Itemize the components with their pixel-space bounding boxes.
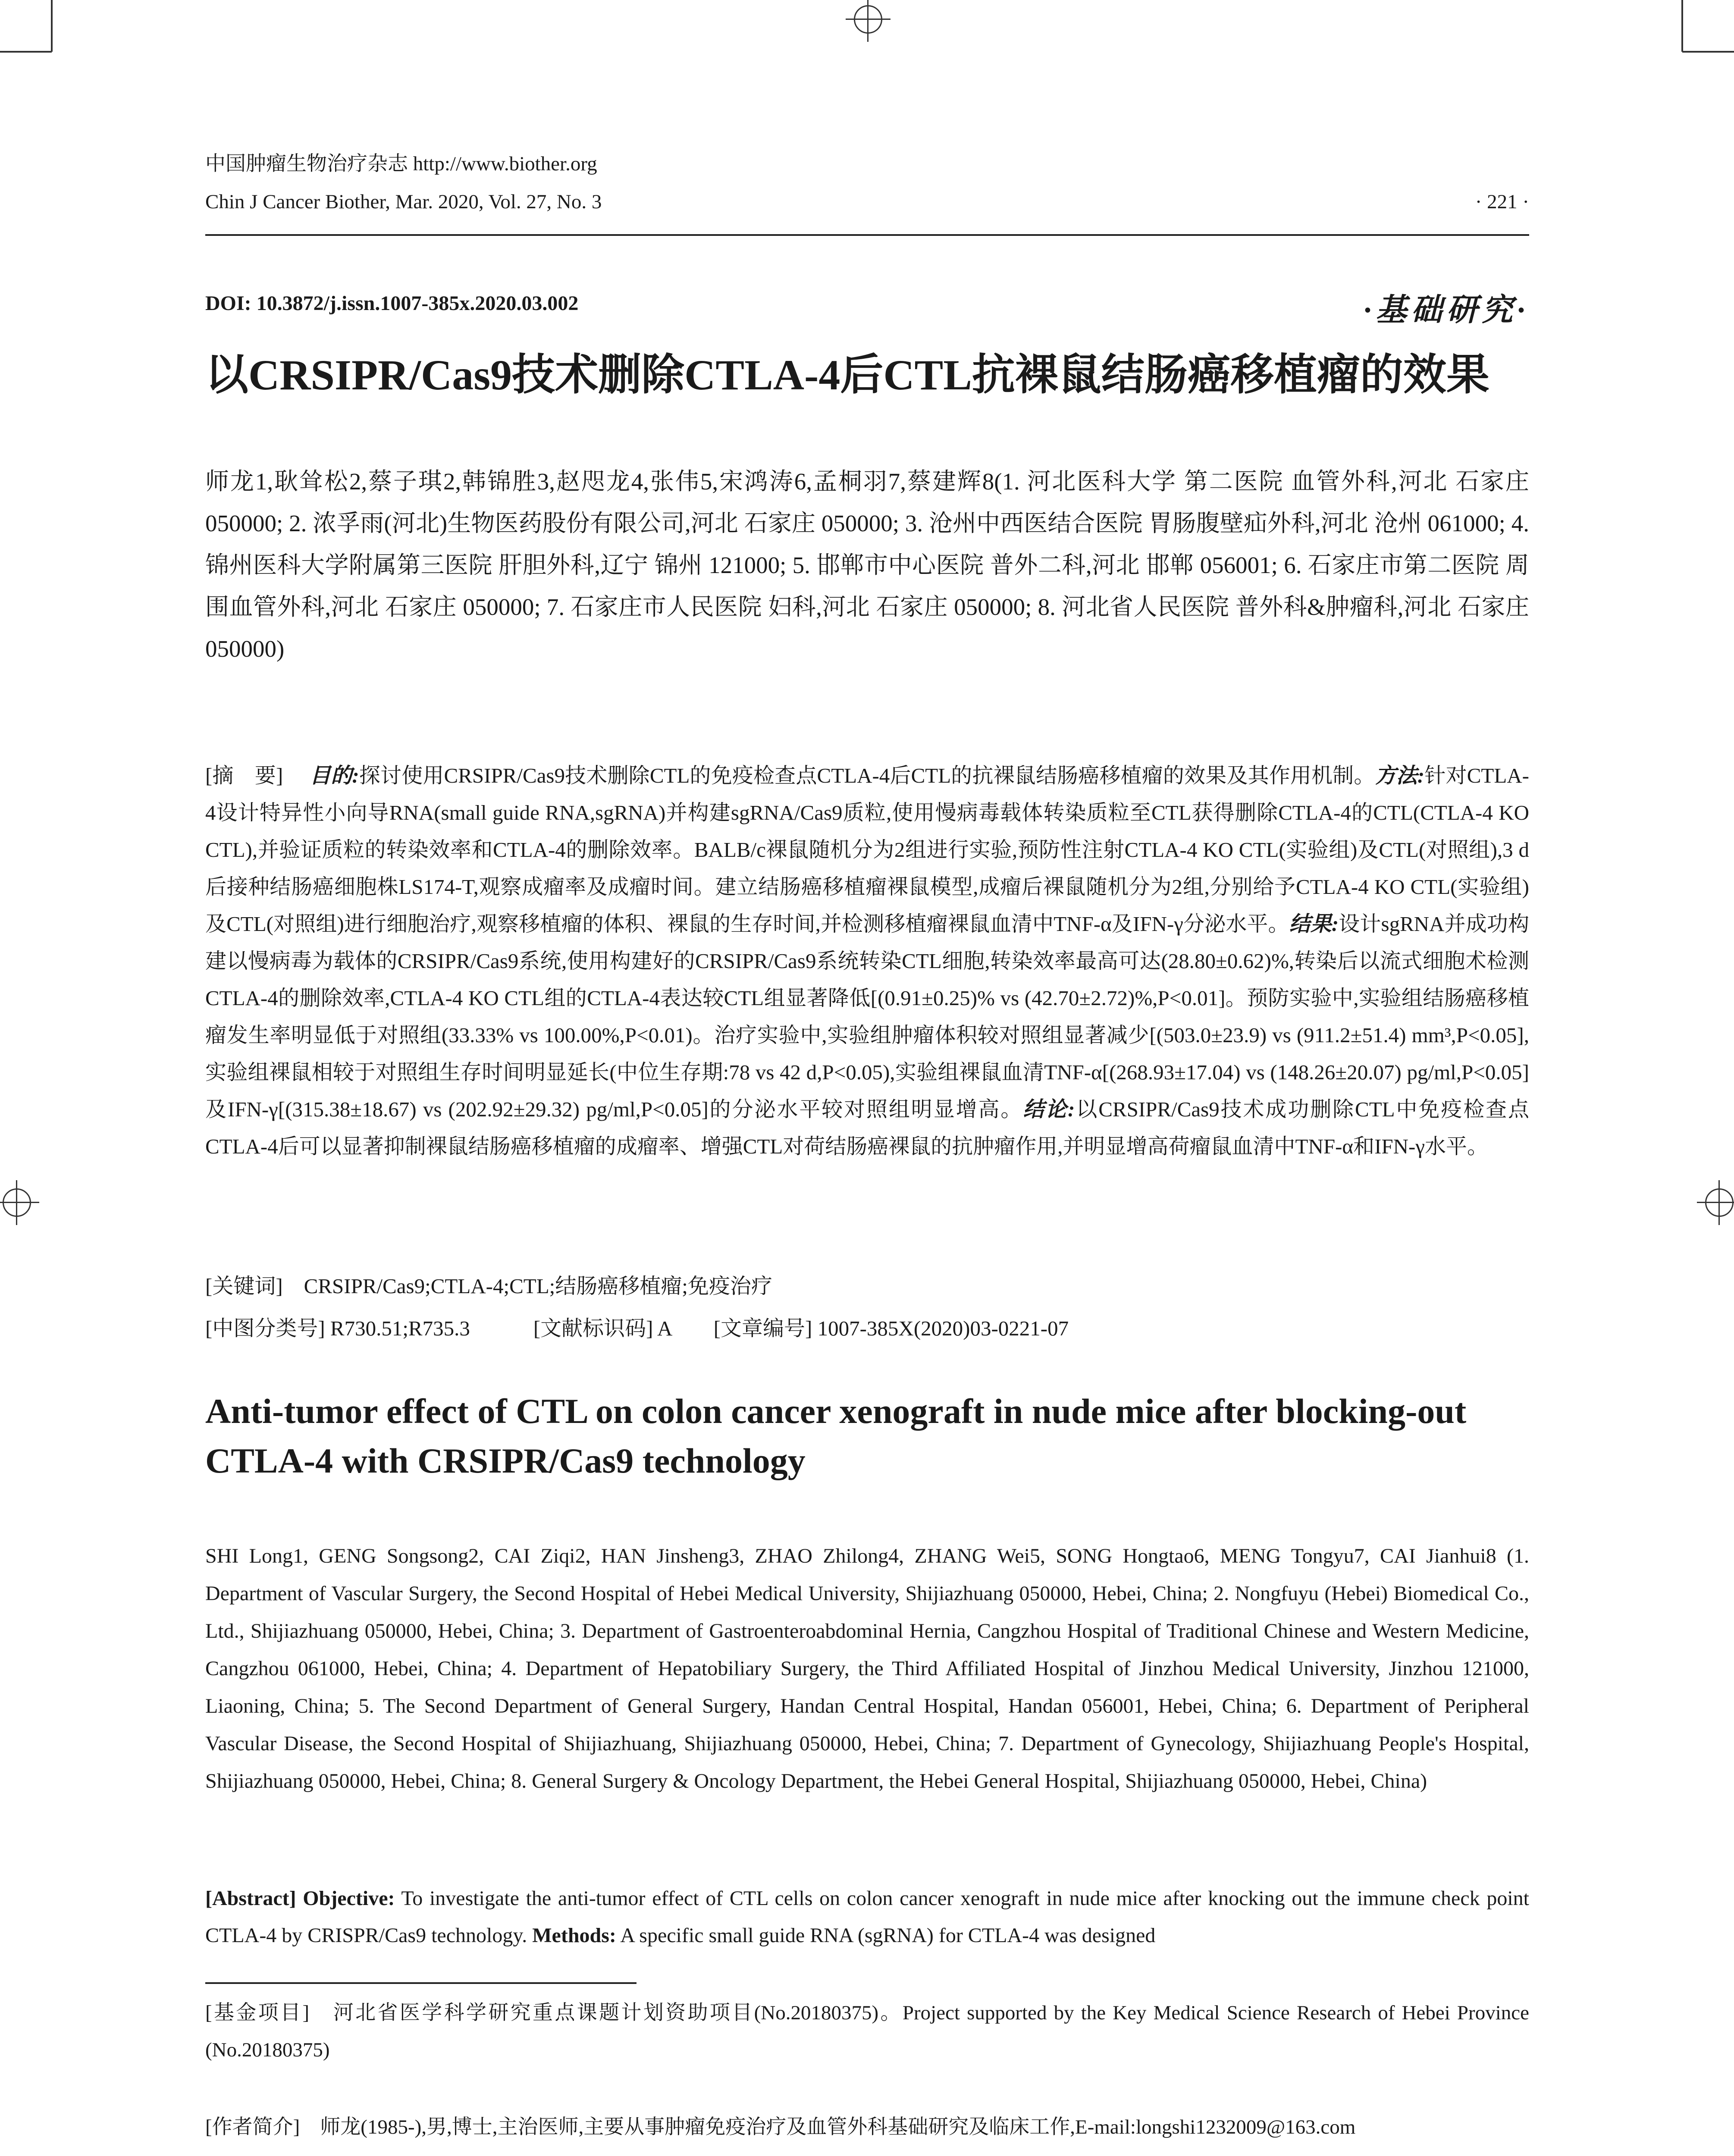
keywords: [关键词] CRSIPR/Cas9;CTLA-4;CTL;结肠癌移植瘤;免疫治疗 [205,1274,772,1298]
footnote-author-bio: [作者简介] 师龙(1985-),男,博士,主治医师,主要从事肿瘤免疫治疗及血管外科基础研究及临床工作,E-mail:longshi1232009@163.com [205,2116,1356,2138]
registration-mark [854,5,882,34]
footnote-funding: [基金项目] 河北省医学科学研究重点课题计划资助项目(No.20180375)。Project supported by the Key Medical Science Research of Hebei Province (No.20180375) [205,2002,1529,2061]
results-text: 设计sgRNA并成功构建以慢病毒为载体的CRSIPR/Cas9系统,使用构建好的CRSIPR/Cas9系统转染CTL细胞,转染效率最高可达(28.80±0.62)%,转染后以流式细胞术检测CTLA-4的删除效率,CTLA-4 KO CTL组的CTLA-4表达较CTL组显著降低[(0.91±0.25)% vs (42.70±2.72)%,P<0.01]。预防实验中,实验组结肠癌移植瘤发生率明显低于对照组(33.33% vs 100.00%,P<0.01)。治疗实验中,实验组肿瘤体积较对照组显著减少[(503.0±23.9) vs (911.2±51.4) mm³,P<0.05],实验组裸鼠相较于对照组生存时间明显延长(中位生存期:78 vs 42 d,P<0.05),实验组裸鼠血清TNF-α[(268.93±17.04) vs (148.26±20.07) pg/ml,P<0.05]及IFN-γ[(315.38±18.67) vs (202.92±29.32) pg/ml,P<0.05]的分泌水平较对照组明显增高。 [205,912,1529,1121]
en-objective-label: Objective: [303,1887,395,1910]
doi: DOI: 10.3872/j.issn.1007-385x.2020.03.002 [205,292,579,315]
conclusion-text: 以CRSIPR/Cas9技术成功删除CTL中免疫检查点CTLA-4后可以显著抑制裸鼠结肠癌移植瘤的成瘤率、增强CTL对荷结肠癌裸鼠的抗肿瘤作用,并明显增高荷瘤鼠血清中TNF-α和IFN-γ水平。 [205,1097,1529,1158]
en-abstract-heading: [Abstract] [205,1887,296,1910]
crop-mark [51,0,53,52]
journal-name-url: 中国肿瘤生物治疗杂志 http://www.biother.org [205,153,597,175]
english-abstract [205,1880,1529,1954]
en-methods-text: A specific small guide RNA (sgRNA) for CTLA-4 was designed [620,1924,1156,1947]
footnote-rule [205,1982,637,1984]
en-objective-text: To investigate the anti-tumor effect of CTL cells on colon cancer xenograft in nude mice after knocking out the immune check point CTLA-4 by CRISPR/Cas9 technology. [205,1887,1529,1947]
chinese-title: 以CRSIPR/Cas9技术删除CTLA-4后CTL抗裸鼠结肠癌移植瘤的效果 [205,351,1489,399]
abstract-heading: [摘 要] [205,764,283,787]
objective-text: 探讨使用CRSIPR/Cas9技术删除CTL的免疫检查点CTLA-4后CTL的抗裸鼠结肠癌移植瘤的效果及其作用机制。 [359,764,1375,787]
english-authors-affiliations: SHI Long1, GENG Songsong2, CAI Ziqi2, HAN Jinsheng3, ZHAO Zhilong4, ZHANG Wei5, SONG Hongtao6, MENG Tongyu7, CAI Jianhui8 (1. Department of Vascular Surgery, the Second Hospital of Hebei Medical University, Shijiazhuang 050000, Hebei, China; 2. Nongfuyu (Hebei) Biomedical Co., Ltd., Shijiazhuang 050000, Hebei, China; 3. Department of Gastroenteroabdominal Hernia, Cangzhou Hospital of Traditional Chinese and Western Medicine, Cangzhou 061000, Hebei, China; 4. Department of Hepatobiliary Surgery, the Third Affiliated Hospital of Jinzhou Medical University, Jinzhou 121000, Liaoning, China; 5. The Second Department of General Surgery, Handan Central Hospital, Handan 056001, Hebei, China; 6. Department of Peripheral Vascular Disease, the Second Hospital of Shijiazhuang, Shijiazhuang 050000, Hebei, China; 7. Department of Gynecology, Shijiazhuang People's Hospital, Shijiazhuang 050000, Hebei, China; 8. General Surgery & Oncology Department, the Hebei General Hospital, Shijiazhuang 050000, Hebei, China) [205,1545,1529,1792]
english-title: Anti-tumor effect of CTL on colon cancer xenograft in nude mice after blocking-out CTLA-4 with CRSIPR/Cas9 technology [205,1391,1467,1480]
chinese-abstract [205,757,1529,1165]
methods-text: 针对CTLA-4设计特异性小向导RNA(small guide RNA,sgRNA)并构建sgRNA/Cas9质粒,使用慢病毒载体转染质粒至CTL获得删除CTLA-4的CTL(CTLA-4 KO CTL),并验证质粒的转染效率和CTLA-4的删除效率。BALB/c裸鼠随机分为2组进行实验,预防性注射CTLA-4 KO CTL(实验组)及CTL(对照组),3 d后接种结肠癌细胞株LS174-T,观察成瘤率及成瘤时间。建立结肠癌移植瘤裸鼠模型,成瘤后裸鼠随机分为2组,分别给予CTLA-4 KO CTL(实验组)及CTL(对照组)进行细胞治疗,观察移植瘤的体积、裸鼠的生存时间,并检测移植瘤裸鼠血清中TNF-α及IFN-γ分泌水平。 [205,764,1529,936]
journal-citation: Chin J Cancer Biother, Mar. 2020, Vol. 27, No. 3 [205,191,602,213]
classification-codes: [中图分类号] R730.51;R735.3 [文献标识码] A [文章编号] 1007-385X(2020)03-0221-07 [205,1316,1069,1340]
chinese-authors-affiliations: 师龙1,耿耸松2,蔡子琪2,韩锦胜3,赵咫龙4,张伟5,宋鸿涛6,孟桐羽7,蔡建辉8(1. 河北医科大学 第二医院 血管外科,河北 石家庄 050000; 2. 浓孚雨(河北)生物医药股份有限公司,河北 石家庄 050000; 3. 沧州中西医结合医院 胃肠腹壁疝外科,河北 沧州 061000; 4. 锦州医科大学附属第三医院 肝胆外科,辽宁 锦州 121000; 5. 邯郸市中心医院 普外二科,河北 邯郸 056001; 6. 石家庄市第二医院 周围血管外科,河北 石家庄 050000; 7. 石家庄市人民医院 妇科,河北 石家庄 050000; 8. 河北省人民医院 普外科&肿瘤科,河北 石家庄 050000) [205,468,1529,662]
registration-mark [3,1188,31,1217]
crop-mark [1681,0,1683,52]
crop-mark [1682,51,1734,53]
en-methods-label: Methods: [532,1924,616,1947]
registration-mark [1705,1188,1734,1217]
section-tag: ·基础研究· [1363,293,1529,327]
objective-label: 目的: [310,764,359,787]
crop-mark [0,51,52,53]
results-label: 结果: [1289,912,1339,936]
header-rule [205,234,1529,236]
conclusion-label: 结论: [1023,1097,1075,1121]
methods-label: 方法: [1375,764,1425,787]
page-number: · 221 · [1475,191,1529,213]
